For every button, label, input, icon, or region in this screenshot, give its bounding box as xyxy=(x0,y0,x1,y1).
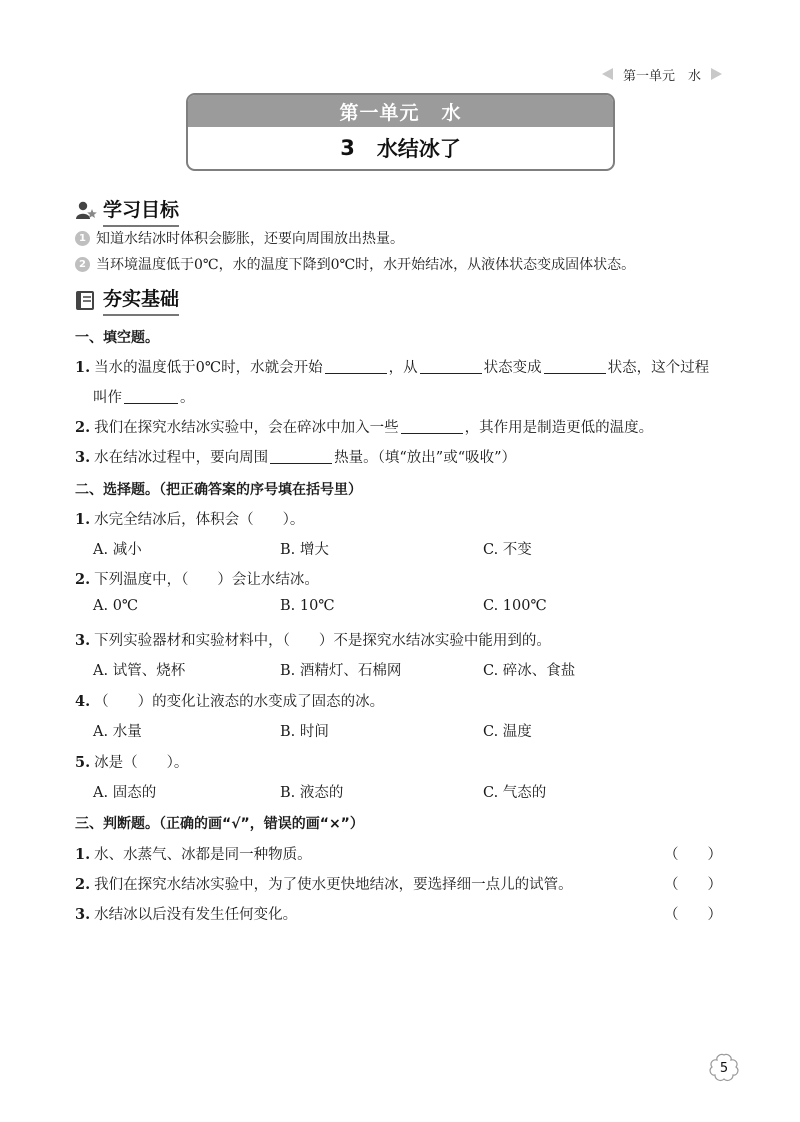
running-header xyxy=(602,64,722,84)
choice-option[interactable]: C. 100℃ xyxy=(483,598,547,614)
answer-blank[interactable] xyxy=(124,389,178,405)
answer-blank[interactable] xyxy=(401,419,463,435)
objectives-heading xyxy=(75,195,179,227)
choice-option[interactable]: B. 10℃ xyxy=(280,598,335,614)
objective-text: 当环境温度低于0℃，水的温度下降到0℃时，水开始结冰，从液体状态变成固体状态。 xyxy=(96,257,636,273)
lesson-name: 水结冰了 xyxy=(376,137,461,161)
choice-question-2: 2. 下列温度中，（ ）会让水结冰。 xyxy=(75,571,319,588)
choice-title: 二、选择题。（把正确答案的序号填在括号里） xyxy=(75,482,362,498)
lesson-number: 3 xyxy=(340,136,355,160)
title-box xyxy=(186,93,615,171)
answer-parentheses[interactable]: （ ） xyxy=(664,847,722,863)
fill-in-title: 一、填空题。 xyxy=(75,330,159,346)
number-badge: 2 xyxy=(75,257,90,272)
fill-question-1: 1. 当水的温度低于0℃时，水就会开始 ，从 状态变成 状态，这个过程 xyxy=(75,359,710,376)
fill-question-2: 2. 我们在探究水结冰实验中，会在碎冰中加入一些 ，其作用是制造更低的温度。 xyxy=(75,419,654,436)
choice-option[interactable]: A. 减小 xyxy=(93,542,142,558)
choice-option[interactable]: C. 温度 xyxy=(483,724,532,740)
running-header-title: 第一单元 水 xyxy=(622,68,701,84)
judge-question-2: 2. 我们在探究水结冰实验中，为了使水更快地结冰，要选择细一点儿的试管。 xyxy=(75,876,573,893)
choice-option[interactable]: C. 气态的 xyxy=(483,785,547,801)
choice-option[interactable]: A. 试管、烧杯 xyxy=(93,663,186,679)
choice-option[interactable]: A. 0℃ xyxy=(93,598,139,614)
choice-option[interactable]: B. 酒精灯、石棉网 xyxy=(280,663,402,679)
unit-name: 水 xyxy=(441,101,462,124)
objectives-heading-label: 学习目标 xyxy=(103,195,179,227)
choice-question-4: 4. （ ）的变化让液态的水变成了固态的冰。 xyxy=(75,693,385,710)
choice-question-1: 1. 水完全结冰后，体积会（ ）。 xyxy=(75,511,305,528)
choice-question-3: 3. 下列实验器材和实验材料中，（ ）不是探究水结冰实验中能用到的。 xyxy=(75,632,551,649)
answer-parentheses[interactable]: （ ） xyxy=(664,907,722,923)
choice-option[interactable]: B. 液态的 xyxy=(280,785,344,801)
lesson-title xyxy=(188,127,613,169)
judge-question-3: 3. 水结冰以后没有发生任何变化。 xyxy=(75,906,298,923)
answer-blank[interactable] xyxy=(270,449,332,465)
answer-parentheses[interactable]: （ ） xyxy=(664,877,722,893)
choice-option[interactable]: C. 不变 xyxy=(483,542,532,558)
choice-option[interactable]: B. 时间 xyxy=(280,724,329,740)
answer-blank[interactable] xyxy=(420,359,482,375)
fill-question-1-cont: 叫作 。 xyxy=(93,390,195,406)
answer-blank[interactable] xyxy=(325,359,387,375)
objective-item xyxy=(75,254,635,274)
objective-item xyxy=(75,228,404,248)
answer-blank[interactable] xyxy=(544,359,606,375)
fill-question-3: 3. 水在结冰过程中，要向周围 热量。（填“放出”或“吸收”） xyxy=(75,449,517,466)
objective-text: 知道水结冰时体积会膨胀，还要向周围放出热量。 xyxy=(96,231,404,247)
choice-option[interactable]: C. 碎冰、食盐 xyxy=(483,663,576,679)
learner-star-icon xyxy=(75,200,97,222)
unit-title xyxy=(188,95,613,127)
right-triangle-icon xyxy=(711,68,722,80)
choice-option[interactable]: A. 固态的 xyxy=(93,785,157,801)
choice-question-5: 5. 冰是（ ）。 xyxy=(75,754,189,771)
page-number: 5 xyxy=(706,1052,742,1084)
unit-label: 第一单元 xyxy=(339,101,420,124)
left-triangle-icon xyxy=(602,68,613,80)
basics-heading xyxy=(75,284,179,316)
choice-option[interactable]: A. 水量 xyxy=(93,724,142,740)
basics-heading-label: 夯实基础 xyxy=(103,284,179,316)
notebook-icon xyxy=(75,289,97,311)
judge-title: 三、判断题。（正确的画“√”，错误的画“×”） xyxy=(75,816,364,832)
number-badge: 1 xyxy=(75,231,90,246)
judge-question-1: 1. 水、水蒸气、冰都是同一种物质。 xyxy=(75,846,312,863)
choice-option[interactable]: B. 增大 xyxy=(280,542,329,558)
